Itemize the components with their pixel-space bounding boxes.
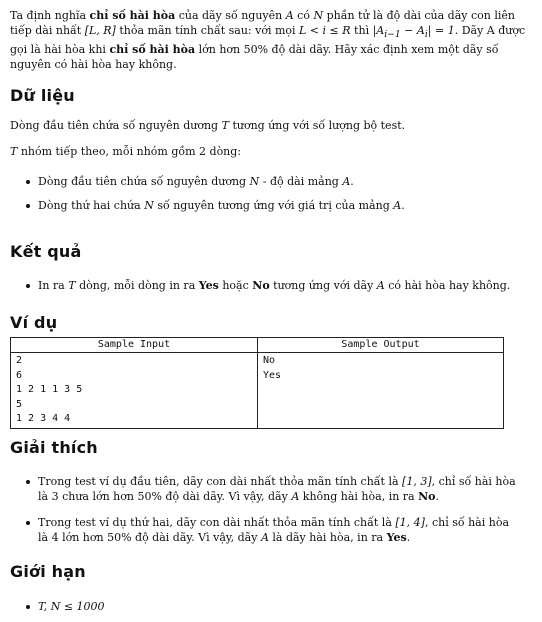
sample-output-cell: No Yes	[258, 353, 504, 429]
limits-heading: Giới hạn	[10, 562, 86, 581]
text: - độ dài mảng	[259, 175, 343, 188]
text: nhóm tiếp theo, mỗi nhóm gồm 2 dòng:	[17, 145, 242, 158]
text: Dòng thứ hai chứa	[38, 199, 145, 212]
math-interval: [1, 4]	[395, 516, 425, 529]
text: Trong test ví dụ đầu tiên, dãy con dài nhất thỏa mãn tính chất là	[38, 475, 403, 488]
intro-text: thỏa mãn tính chất sau: với mọi	[115, 24, 300, 37]
intro-text: lớn hơn 50% độ dài dãy. Hãy xác định xem một dãy số nguyên có hài hòa hay không.	[10, 43, 499, 72]
explain-heading: Giải thích	[10, 438, 98, 457]
no-keyword: No	[252, 279, 270, 292]
intro-text: thì	[350, 24, 373, 37]
sample-table	[10, 337, 504, 429]
no-keyword: No	[418, 490, 436, 503]
sample-output-header: Sample Output	[258, 338, 504, 353]
sample-input-cell: 2 6 1 2 1 1 3 5 5 1 2 3 4 4	[11, 353, 258, 429]
text: tương ứng với dãy	[269, 279, 377, 292]
text: .	[435, 490, 440, 503]
math-A: A	[285, 9, 294, 22]
limits-bullet-list	[26, 599, 516, 614]
math-A: A	[376, 279, 385, 292]
text: Trong test ví dụ thứ hai, dãy con dài nhất thỏa mãn tính chất là	[38, 516, 396, 529]
text: In ra	[38, 279, 69, 292]
data-bullet-1	[26, 174, 516, 189]
text: Dòng đầu tiên chứa số nguyên dương	[38, 175, 250, 188]
intro-text: . Dãy A được gọi là hài hòa khi	[10, 24, 526, 57]
text: hoặc	[218, 279, 253, 292]
intro-bold-term: chỉ số hài hòa	[109, 43, 196, 57]
explain-bullet-2	[26, 515, 516, 545]
data-bullet-list	[26, 174, 516, 213]
intro-text: Ta định nghĩa	[10, 9, 90, 22]
math-N: N	[249, 175, 260, 188]
explain-bullet-1	[26, 474, 516, 504]
text: , chỉ số hài hòa là 4 lớn hơn 50% độ dài dãy. Vì vậy, dãy	[38, 516, 509, 544]
data-line-2	[10, 144, 530, 159]
explain-bullet-list	[26, 474, 516, 545]
text: , chỉ số hài hòa là 3 chưa lớn hơn 50% độ dài dãy. Vì vậy, dãy	[38, 475, 516, 503]
text: dòng, mỗi dòng in ra	[75, 279, 199, 292]
intro-text: của dãy số nguyên	[175, 9, 286, 22]
intro-bold-term: chỉ số hài hòa	[89, 9, 176, 22]
math-abs-diff	[372, 24, 455, 41]
text: số nguyên tương ứng với giá trị của mảng	[153, 199, 394, 212]
math-T: T	[68, 279, 76, 292]
example-heading: Ví dụ	[10, 313, 58, 332]
result-bullet	[26, 278, 516, 293]
math-N: N	[313, 9, 324, 22]
text: là dãy hài hòa, in ra	[268, 531, 387, 544]
math-condition: L < i ≤ R	[299, 24, 351, 37]
limits-bullet: T, N ≤ 1000	[26, 599, 516, 614]
text: .	[406, 531, 411, 544]
yes-keyword: Yes	[198, 279, 219, 292]
result-bullet-list	[26, 278, 516, 293]
math-A: A	[260, 531, 269, 544]
math-interval: [1, 3]	[402, 475, 432, 488]
data-heading: Dữ liệu	[10, 86, 75, 105]
sample-body-row	[11, 353, 504, 429]
intro-text: có	[293, 9, 314, 22]
math-part: − A	[400, 24, 425, 37]
text: .	[350, 175, 354, 188]
yes-keyword: Yes	[386, 531, 407, 544]
data-bullet-2	[26, 198, 516, 213]
intro-paragraph	[10, 8, 530, 72]
math-N: N	[144, 199, 154, 212]
math-T: T	[221, 119, 229, 132]
text: .	[401, 199, 405, 212]
data-line-1	[10, 118, 530, 133]
math-interval: [L, R]	[84, 24, 116, 37]
text: tương ứng với số lượng bộ test.	[228, 119, 406, 132]
math-subscript: i	[424, 29, 428, 41]
sample-input-header: Sample Input	[11, 338, 258, 353]
sample-header-row	[11, 338, 504, 353]
math-A: A	[342, 175, 351, 188]
text: Dòng đầu tiên chứa số nguyên dương	[10, 119, 222, 132]
math-part: |A	[372, 24, 385, 37]
math-T: T	[10, 145, 18, 158]
result-heading: Kết quả	[10, 242, 82, 261]
math-A: A	[291, 490, 300, 503]
math-A: A	[393, 199, 402, 212]
text: có hài hòa hay không.	[384, 279, 511, 292]
intro-text: phần tử là độ dài của dãy con liên tiếp dài nhất	[10, 9, 515, 37]
text: không hài hòa, in ra	[299, 490, 419, 503]
math-subscript: i−1	[384, 29, 401, 41]
math-part: | = 1	[427, 24, 455, 37]
